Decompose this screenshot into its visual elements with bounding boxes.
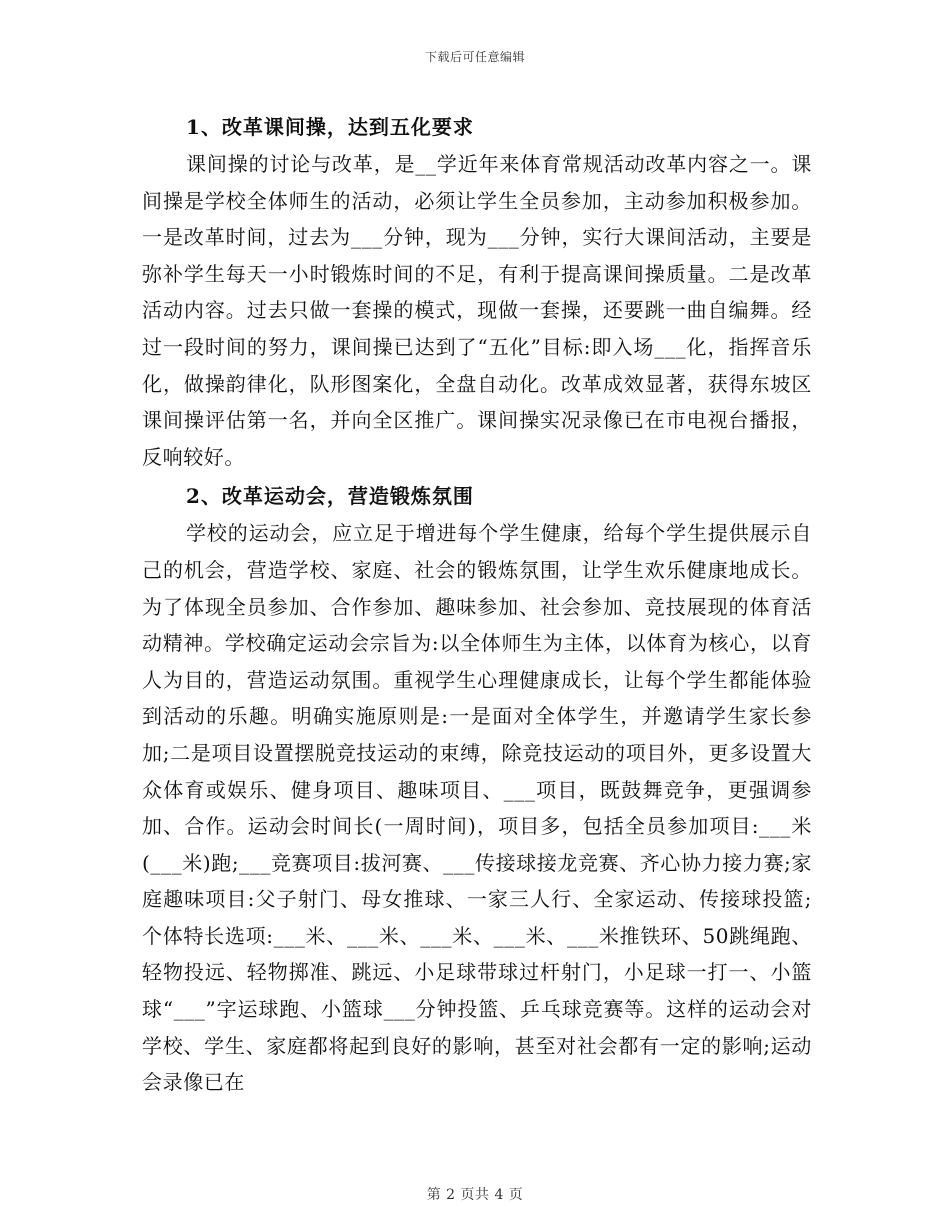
section-heading-1: 1、改革课间操，达到五化要求 (186, 115, 474, 139)
section-heading-2: 2、改革运动会，营造锻炼氛围 (186, 484, 474, 509)
section-paragraph-1: 课间操的讨论与改革，是__学近年来体育常规活动改革内容之一。课间操是学校全体师生的活动，必须让学生全员参加，主动参加积极参加。一是改革时间，过去为___分钟，现为___分钟，实行大课间活动，主要是弥补学生每天一小时锻炼时间的不足，有利于提高课间操质量。二是改革活动内容。过去只做一套操的模式，现做一套操，还要跳一曲自编舞。经过一段时间的努力，课间操已达到了“五化”目标:即入场___化，指挥音乐化，做操韵律化，队形图案化，全盘自动化。改革成效显著，获得东坡区课间操评估第一名，并向全区推广。课间操实况录像已在市电视台播报，反响较好。 (142, 152, 812, 469)
page-footer-number: 第 2 页共 4 页 (426, 1187, 524, 1203)
section-paragraph-2: 学校的运动会，应立足于增进每个学生健康，给每个学生提供展示自己的机会，营造学校、家庭、社会的锻炼氛围，让学生欢乐健康地成长。为了体现全员参加、合作参加、趣味参加、社会参加、竞技展现的体育活动精神。学校确定运动会宗旨为:以全体师生为主体，以体育为核心，以育人为目的，营造运动氛围。重视学生心理健康成长，让每个学生都能体验到活动的乐趣。明确实施原则是:一是面对全体学生，并邀请学生家长参加;二是项目设置摆脱竞技运动的束缚，除竞技运动的项目外，更多设置大众体育或娱乐、健身项目、趣味项目、___项目，既鼓舞竞争，更强调参加、合作。运动会时间长(一周时间)，项目多，包括全员参加项目:___米(___米)跑;___竞赛项目:拔河赛、___传接球接龙竞赛、齐心协力接力赛;家庭趣味项目:父子射门、母女推球、一家三人行、全家运动、传接球投篮;个体特长选项:___米、___米、___米、___米、___米推铁环、50跳绳跑、轻物投远、轻物掷准、跳远、小足球带球过杆射门，小足球一打一、小篮球“___”字运球跑、小篮球___分钟投篮、乒乓球竞赛等。这样的运动会对学校、学生、家庭都将起到良好的影响，甚至对社会都有一定的影响;运动会录像已在 (142, 521, 812, 1095)
page-header-note: 下载后可任意编辑 (424, 50, 525, 64)
document-body (142, 108, 812, 1101)
